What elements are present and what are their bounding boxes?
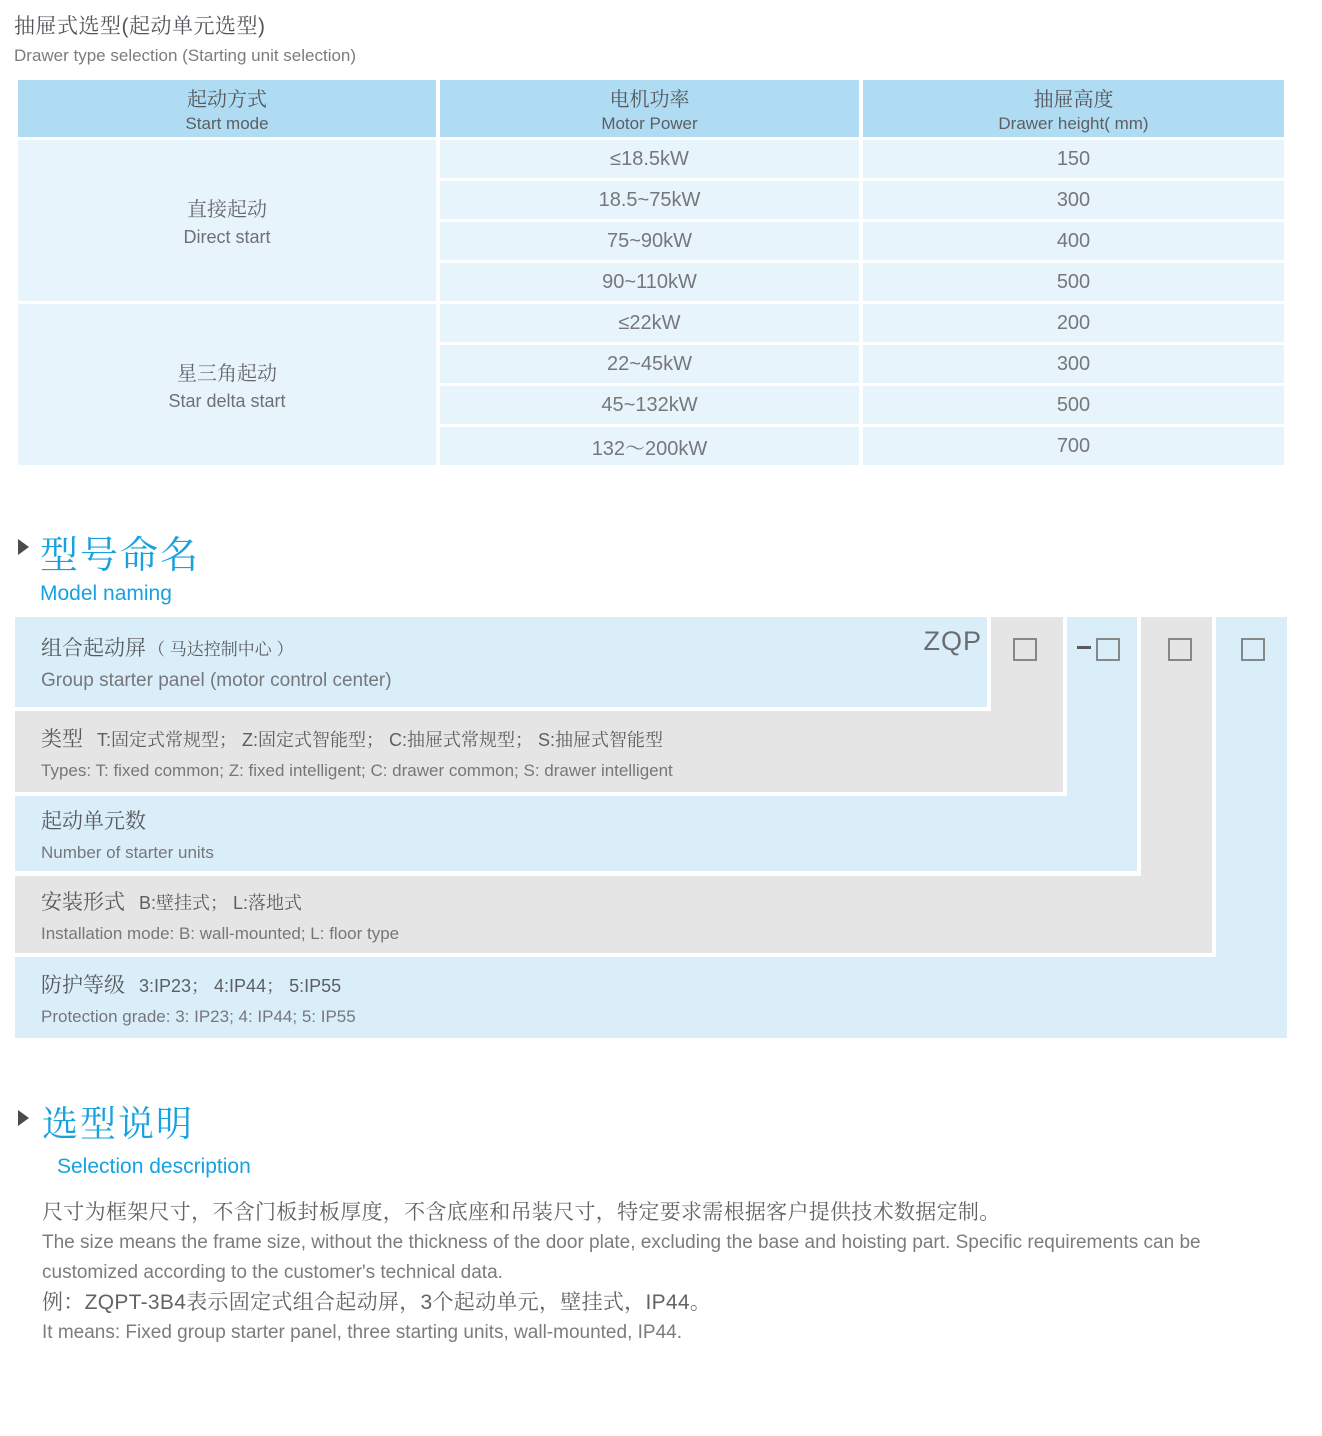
group-cell-direct-start: [18, 140, 436, 301]
height-value: 500: [1056, 270, 1091, 293]
height-cell: [863, 345, 1284, 383]
band-zh-line: [41, 723, 1063, 753]
height-cell: [863, 263, 1284, 301]
header-motor-power-en: Motor Power: [601, 114, 698, 133]
dash-icon: [1077, 646, 1091, 649]
power-cell: [440, 140, 859, 178]
placeholder-box-icon: [1168, 638, 1192, 661]
table-header-drawer-height: [863, 80, 1284, 137]
band-zh-line: [41, 805, 1137, 835]
page-title-en: Drawer type selection (Starting unit selection): [14, 46, 357, 65]
height-value: 150: [1056, 147, 1091, 170]
table-header-motor-power: [440, 80, 859, 137]
height-cell: [863, 304, 1284, 342]
description-line-en: The size means the frame size, without the thickness of the door plate, excluding the base and hoisting part. Specific requirements can be: [42, 1232, 1201, 1253]
model-naming-heading-zh: 型号命名: [40, 535, 201, 577]
band-starter-units: [15, 796, 1137, 871]
section-bullet-icon: [18, 539, 29, 555]
section-model-naming-heading: [18, 524, 200, 606]
description-line-zh: 尺寸为框架尺寸，不含门板封板厚度，不含底座和吊装尺寸，特定要求需根据客户提供技术数据定制。: [42, 1201, 1001, 1224]
selection-description-text: [42, 1198, 1298, 1348]
height-value: 700: [1056, 434, 1091, 457]
group-star-delta-zh: 星三角起动: [177, 363, 277, 385]
height-cell: [863, 222, 1284, 260]
section-heading-row: [18, 1096, 251, 1147]
band-detail-zh: T:固定式常规型； Z:固定式智能型； C:抽屉式常规型； S:抽屉式智能型: [97, 729, 664, 750]
band-zh-line: [41, 969, 1287, 999]
height-cell: [863, 181, 1284, 219]
band-en-line: Installation mode: B: wall-mounted; L: floor type: [41, 923, 400, 943]
band-en-line: Types: T: fixed common; Z: fixed intelligent; C: drawer common; S: drawer intelligent: [41, 760, 673, 780]
height-value: 400: [1056, 229, 1091, 252]
selection-description-heading-en: Selection description: [57, 1155, 251, 1178]
header-drawer-height-zh: 抽屉高度: [1033, 89, 1114, 111]
band-zh-line: [41, 886, 1212, 916]
header-start-mode-zh: 起动方式: [187, 89, 267, 111]
drawer-selection-table: [18, 80, 1284, 465]
power-value: 22~45kW: [606, 352, 693, 375]
header-drawer-height-en: Drawer height( mm): [998, 114, 1149, 133]
band-types: [15, 711, 1063, 792]
description-example-zh: 例：ZQPT-3B4表示固定式组合起动屏，3个起动单元，壁挂式，IP44。: [42, 1291, 712, 1314]
band-protection-grade: [15, 957, 1287, 1038]
header-start-mode-en: Start mode: [185, 114, 269, 133]
band-term-zh: 组合起动屏: [41, 637, 146, 660]
group-cell-star-delta: [18, 304, 436, 465]
height-value: 500: [1056, 393, 1091, 416]
height-cell: [863, 140, 1284, 178]
height-value: 200: [1056, 311, 1091, 334]
model-code-prefix: ZQP: [923, 625, 982, 656]
band-term-zh: 起动单元数: [41, 809, 146, 833]
power-value: 45~132kW: [601, 393, 698, 416]
height-cell: [863, 386, 1284, 424]
height-cell: [863, 427, 1284, 465]
group-star-delta-en: Star delta start: [168, 391, 286, 411]
page-title-zh: 抽屉式选型(起动单元选型): [14, 15, 266, 38]
height-value: 300: [1056, 188, 1091, 211]
header-motor-power-zh: 电机功率: [609, 89, 690, 111]
power-cell: [440, 181, 859, 219]
band-en-line: Group starter panel (motor control center): [41, 670, 392, 691]
table-header-start-mode: [18, 80, 436, 137]
placeholder-box-icon: [1096, 638, 1120, 661]
placeholder-box-icon: [1241, 638, 1265, 661]
model-naming-heading-en: Model naming: [40, 582, 172, 605]
section-selection-description-heading: [18, 1096, 251, 1179]
power-cell: [440, 345, 859, 383]
power-value: 90~110kW: [602, 270, 697, 293]
page-title: [14, 10, 356, 66]
power-cell: [440, 263, 859, 301]
band-group-starter-panel: [15, 617, 987, 707]
band-term-zh: 类型: [41, 727, 83, 751]
group-direct-start-zh: 直接起动: [187, 199, 267, 221]
selection-description-heading-zh: 选型说明: [42, 1103, 195, 1144]
power-value: 18.5~75kW: [598, 188, 701, 211]
power-cell: [440, 304, 859, 342]
power-cell: [440, 427, 859, 465]
placeholder-box-icon: [1013, 638, 1037, 661]
power-value: ≤18.5kW: [610, 147, 689, 170]
description-example-en: It means: Fixed group starter panel, three starting units, wall-mounted, IP44.: [42, 1322, 682, 1343]
band-zh-line: [41, 632, 987, 662]
band-detail-zh: （ 马达控制中心 ）: [148, 640, 294, 659]
band-installation-mode: [15, 876, 1212, 953]
power-cell: [440, 222, 859, 260]
band-detail-zh: B:壁挂式； L:落地式: [139, 892, 303, 913]
band-term-zh: 防护等级: [41, 973, 125, 997]
band-term-zh: 安装形式: [41, 890, 125, 914]
power-value: 75~90kW: [606, 229, 693, 252]
description-line-en: customized according to the customer's technical data.: [42, 1262, 503, 1283]
section-bullet-icon: [18, 1110, 29, 1126]
section-heading-row: [18, 524, 200, 579]
power-value: ≤22kW: [618, 311, 681, 334]
band-en-line: Number of starter units: [41, 842, 214, 862]
power-value: 132～200kW: [591, 437, 708, 460]
height-value: 300: [1056, 352, 1091, 375]
power-cell: [440, 386, 859, 424]
group-direct-start-en: Direct start: [183, 227, 271, 247]
band-en-line: Protection grade: 3: IP23; 4: IP44; 5: IP55: [41, 1006, 356, 1026]
band-detail-zh: 3:IP23； 4:IP44； 5:IP55: [139, 975, 342, 996]
